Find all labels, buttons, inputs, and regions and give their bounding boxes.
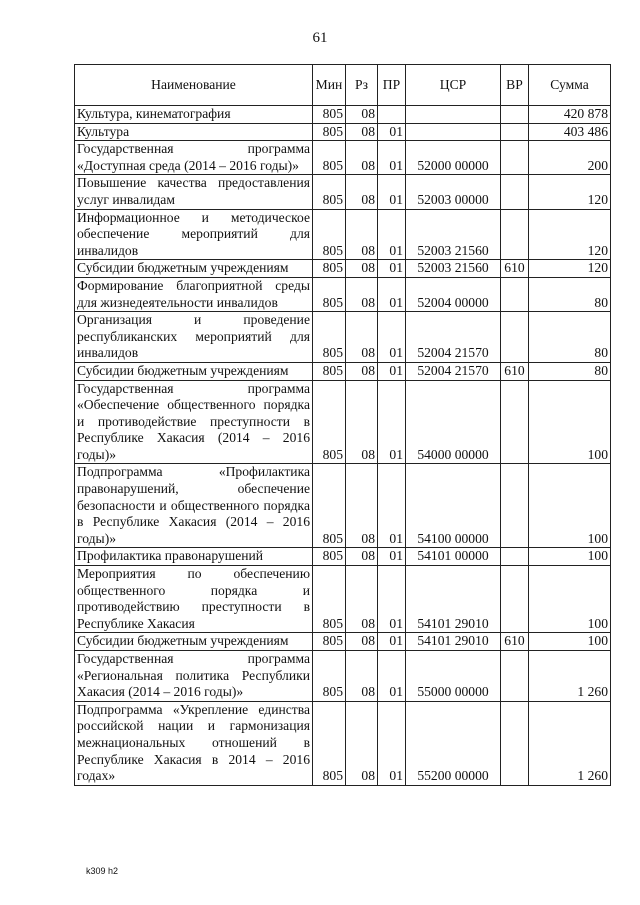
cell-vr: 610 [501,633,529,651]
table-row [75,548,611,566]
table-row [75,106,611,124]
cell-name: Повышение качества предоставления услуг инвалидам [75,175,313,209]
cell-rz: 08 [346,633,378,651]
cell-pr: 01 [378,209,406,260]
cell-pr: 01 [378,362,406,380]
cell-csr [406,123,501,141]
cell-pr: 01 [378,312,406,363]
cell-min: 805 [313,141,346,175]
cell-min: 805 [313,651,346,702]
cell-min: 805 [313,277,346,311]
cell-rz: 08 [346,260,378,278]
cell-vr [501,141,529,175]
cell-vr: 610 [501,362,529,380]
cell-sum: 120 [529,175,611,209]
cell-name: Формирование благоприятной среды для жизнедеятельности инвалидов [75,277,313,311]
cell-sum: 80 [529,312,611,363]
cell-min: 805 [313,380,346,464]
cell-csr: 55200 00000 [406,701,501,785]
cell-csr: 52003 21560 [406,260,501,278]
cell-pr: 01 [378,566,406,633]
table-row [75,651,611,702]
cell-min: 805 [313,548,346,566]
cell-sum: 80 [529,362,611,380]
cell-min: 805 [313,123,346,141]
page-number: 61 [312,30,328,46]
cell-csr: 55000 00000 [406,651,501,702]
cell-pr: 01 [378,277,406,311]
cell-rz: 08 [346,701,378,785]
table-row [75,464,611,548]
cell-sum: 120 [529,209,611,260]
header-rz: Рз [346,65,378,106]
table-row [75,277,611,311]
cell-name: Субсидии бюджетным учреждениям [75,633,313,651]
cell-vr [501,312,529,363]
cell-csr: 54100 00000 [406,464,501,548]
header-csr: ЦСР [406,65,501,106]
cell-min: 805 [313,464,346,548]
cell-csr: 54101 00000 [406,548,501,566]
cell-sum: 100 [529,633,611,651]
cell-name: Субсидии бюджетным учреждениям [75,362,313,380]
table-row [75,312,611,363]
cell-vr [501,464,529,548]
cell-sum: 1 260 [529,701,611,785]
cell-csr: 52003 00000 [406,175,501,209]
cell-sum: 200 [529,141,611,175]
cell-rz: 08 [346,362,378,380]
cell-name: Подпрограмма «Укрепление единства российской нации и гармонизация межнациональных отношений в Республике Хакасия в 2014 – 2016 годах» [75,701,313,785]
table-row [75,175,611,209]
table-row [75,362,611,380]
cell-min: 805 [313,175,346,209]
cell-csr: 54101 29010 [406,633,501,651]
cell-vr [501,106,529,124]
cell-name: Субсидии бюджетным учреждениям [75,260,313,278]
header-row [75,65,611,106]
cell-sum: 100 [529,380,611,464]
cell-min: 805 [313,312,346,363]
cell-csr: 54101 29010 [406,566,501,633]
cell-pr: 01 [378,548,406,566]
cell-vr [501,175,529,209]
cell-min: 805 [313,106,346,124]
cell-csr: 52004 21570 [406,362,501,380]
table-row [75,260,611,278]
cell-name: Организация и проведение республиканских мероприятий для инвалидов [75,312,313,363]
cell-rz: 08 [346,548,378,566]
cell-rz: 08 [346,464,378,548]
header-min: Мин [313,65,346,106]
cell-name: Профилактика правонарушений [75,548,313,566]
cell-rz: 08 [346,209,378,260]
cell-pr: 01 [378,123,406,141]
budget-table [74,64,611,786]
table-row [75,566,611,633]
cell-pr: 01 [378,633,406,651]
table-row [75,701,611,785]
cell-rz: 08 [346,651,378,702]
cell-pr: 01 [378,175,406,209]
cell-pr: 01 [378,380,406,464]
header-sum: Сумма [529,65,611,106]
cell-name: Государственная программа «Обеспечение общественного порядка и противодействие преступности в Республике Хакасия (2014 – 2016 годы)» [75,380,313,464]
header-pr: ПР [378,65,406,106]
table-row [75,141,611,175]
cell-vr [501,380,529,464]
cell-vr [501,651,529,702]
cell-min: 805 [313,633,346,651]
cell-vr [501,566,529,633]
cell-pr [378,106,406,124]
cell-csr: 52004 00000 [406,277,501,311]
table-row [75,380,611,464]
cell-rz: 08 [346,175,378,209]
cell-name: Государственная программа «Региональная политика Республики Хакасия (2014 – 2016 годы)» [75,651,313,702]
cell-rz: 08 [346,277,378,311]
cell-rz: 08 [346,566,378,633]
cell-name: Подпрограмма «Профилактика правонарушений, обеспечение безопасности и общественного порядка в Республике Хакасия (2014 – 2016 годы)» [75,464,313,548]
cell-min: 805 [313,701,346,785]
cell-vr: 610 [501,260,529,278]
table-row [75,123,611,141]
cell-rz: 08 [346,380,378,464]
cell-vr [501,123,529,141]
cell-csr [406,106,501,124]
cell-name: Информационное и методическое обеспечение мероприятий для инвалидов [75,209,313,260]
cell-sum: 1 260 [529,651,611,702]
cell-csr: 52004 21570 [406,312,501,363]
header-vr: ВР [501,65,529,106]
cell-min: 805 [313,566,346,633]
cell-csr: 52000 00000 [406,141,501,175]
cell-vr [501,277,529,311]
cell-pr: 01 [378,464,406,548]
cell-rz: 08 [346,141,378,175]
cell-sum: 403 486 [529,123,611,141]
cell-rz: 08 [346,123,378,141]
table-row [75,209,611,260]
cell-sum: 420 878 [529,106,611,124]
cell-sum: 100 [529,566,611,633]
cell-csr: 54000 00000 [406,380,501,464]
cell-vr [501,548,529,566]
cell-sum: 100 [529,464,611,548]
cell-rz: 08 [346,106,378,124]
cell-pr: 01 [378,141,406,175]
cell-sum: 100 [529,548,611,566]
cell-min: 805 [313,362,346,380]
cell-name: Государственная программа «Доступная среда (2014 – 2016 годы)» [75,141,313,175]
cell-pr: 01 [378,651,406,702]
cell-name: Культура [75,123,313,141]
cell-name: Культура, кинематография [75,106,313,124]
cell-min: 805 [313,260,346,278]
cell-rz: 08 [346,312,378,363]
header-name: Наименование [75,65,313,106]
cell-name: Мероприятия по обеспечению общественного порядка и противодействию преступности в Республике Хакасия [75,566,313,633]
cell-pr: 01 [378,701,406,785]
cell-csr: 52003 21560 [406,209,501,260]
cell-min: 805 [313,209,346,260]
cell-vr [501,701,529,785]
table-row [75,633,611,651]
footer-code: k309 h2 [86,866,119,876]
cell-sum: 80 [529,277,611,311]
cell-sum: 120 [529,260,611,278]
cell-vr [501,209,529,260]
cell-pr: 01 [378,260,406,278]
